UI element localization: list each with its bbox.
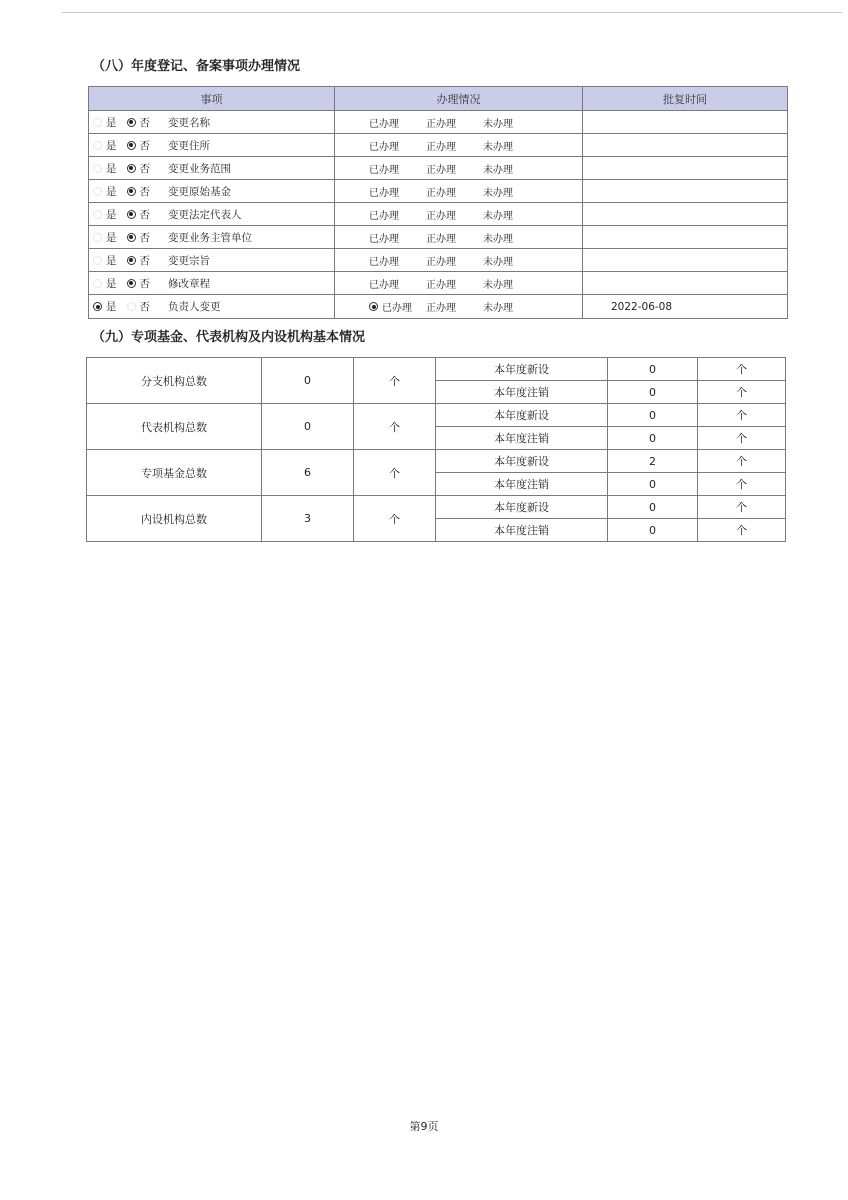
org-label: 分支机构总数 xyxy=(87,358,262,404)
yes-radio[interactable] xyxy=(93,302,102,311)
yes-radio[interactable] xyxy=(93,210,102,219)
item-cell xyxy=(89,111,335,134)
header-status: 办理情况 xyxy=(335,87,583,111)
status-label: 未办理 xyxy=(483,279,513,291)
cancel-count: 0 xyxy=(608,381,698,404)
item-name: 变更法定代表人 xyxy=(168,208,242,221)
status-cell xyxy=(335,226,583,249)
item-name: 变更业务主管单位 xyxy=(168,231,252,244)
approval-date xyxy=(583,226,788,249)
new-count: 0 xyxy=(608,404,698,427)
section-8-title: （八）年度登记、备案事项办理情况 xyxy=(92,59,301,74)
status-label: 已办理 xyxy=(369,279,399,291)
status-label: 未办理 xyxy=(483,187,513,199)
status-cell xyxy=(335,203,583,226)
status-label: 正办理 xyxy=(426,118,456,130)
status-label: 已办理 xyxy=(369,164,399,176)
no-radio[interactable] xyxy=(127,279,136,288)
table-row xyxy=(89,134,788,157)
status-label: 正办理 xyxy=(426,233,456,245)
table-row xyxy=(89,226,788,249)
approval-date: 2022-06-08 xyxy=(583,295,788,319)
yes-label: 是 xyxy=(106,301,117,313)
no-label: 否 xyxy=(139,139,150,152)
top-rule xyxy=(62,12,842,13)
new-count: 2 xyxy=(608,450,698,473)
status-cell xyxy=(335,111,583,134)
no-radio[interactable] xyxy=(127,256,136,265)
status-label: 未办理 xyxy=(483,210,513,222)
item-cell xyxy=(89,203,335,226)
no-label: 否 xyxy=(139,231,150,244)
status-label: 未办理 xyxy=(483,164,513,176)
yes-label: 是 xyxy=(106,162,117,175)
yes-radio[interactable] xyxy=(93,164,102,173)
status-label: 未办理 xyxy=(483,141,513,153)
approval-date xyxy=(583,157,788,180)
cancel-count: 0 xyxy=(608,519,698,542)
status-radio[interactable] xyxy=(369,302,378,311)
no-label: 否 xyxy=(139,277,150,290)
registration-table xyxy=(88,86,788,319)
yes-label: 是 xyxy=(106,208,117,221)
item-name: 负责人变更 xyxy=(168,301,221,313)
no-radio[interactable] xyxy=(127,164,136,173)
item-cell xyxy=(89,295,335,319)
org-label: 内设机构总数 xyxy=(87,496,262,542)
table-row xyxy=(89,157,788,180)
status-label: 已办理 xyxy=(369,256,399,268)
cancel-label: 本年度注销 xyxy=(436,427,608,450)
status-label: 已办理 xyxy=(369,118,399,130)
approval-date xyxy=(583,203,788,226)
item-name: 修改章程 xyxy=(168,277,210,290)
org-total: 3 xyxy=(262,496,354,542)
yes-label: 是 xyxy=(106,185,117,198)
status-label: 正办理 xyxy=(426,141,456,153)
status-label: 正办理 xyxy=(426,279,456,291)
no-label: 否 xyxy=(139,185,150,198)
cancel-label: 本年度注销 xyxy=(436,519,608,542)
status-label: 已办理 xyxy=(369,187,399,199)
table-row xyxy=(89,111,788,134)
status-label: 正办理 xyxy=(426,303,456,314)
status-label: 已办理 xyxy=(382,303,412,314)
table-row xyxy=(89,203,788,226)
status-label: 未办理 xyxy=(483,233,513,245)
no-radio[interactable] xyxy=(127,233,136,242)
unit-label: 个 xyxy=(698,358,786,381)
org-label: 代表机构总数 xyxy=(87,404,262,450)
status-label: 未办理 xyxy=(483,303,513,314)
yes-label: 是 xyxy=(106,231,117,244)
no-radio[interactable] xyxy=(127,210,136,219)
approval-date xyxy=(583,180,788,203)
table-row xyxy=(87,496,786,519)
yes-radio[interactable] xyxy=(93,187,102,196)
status-label: 正办理 xyxy=(426,164,456,176)
status-label: 未办理 xyxy=(483,118,513,130)
no-radio[interactable] xyxy=(127,302,136,311)
status-label: 已办理 xyxy=(369,233,399,245)
page-number: 第9页 xyxy=(409,1120,439,1133)
yes-label: 是 xyxy=(106,139,117,152)
unit-label: 个 xyxy=(698,404,786,427)
approval-date xyxy=(583,134,788,157)
no-label: 否 xyxy=(139,116,150,129)
item-cell xyxy=(89,226,335,249)
no-radio[interactable] xyxy=(127,118,136,127)
yes-radio[interactable] xyxy=(93,279,102,288)
item-name: 变更宗旨 xyxy=(168,254,210,267)
table-row xyxy=(87,450,786,473)
status-cell xyxy=(335,249,583,272)
item-cell xyxy=(89,157,335,180)
unit-label: 个 xyxy=(698,381,786,404)
section-9-title: （九）专项基金、代表机构及内设机构基本情况 xyxy=(92,330,366,345)
new-label: 本年度新设 xyxy=(436,358,608,381)
item-name: 变更原始基金 xyxy=(168,185,231,198)
status-label: 未办理 xyxy=(483,256,513,268)
status-label: 已办理 xyxy=(369,210,399,222)
yes-label: 是 xyxy=(106,277,117,290)
status-cell xyxy=(335,295,583,319)
approval-date xyxy=(583,111,788,134)
status-cell xyxy=(335,157,583,180)
status-label: 正办理 xyxy=(426,256,456,268)
yes-radio[interactable] xyxy=(93,118,102,127)
yes-label: 是 xyxy=(106,254,117,267)
no-radio[interactable] xyxy=(127,187,136,196)
cancel-label: 本年度注销 xyxy=(436,473,608,496)
cancel-count: 0 xyxy=(608,473,698,496)
organization-table xyxy=(86,357,786,542)
yes-label: 是 xyxy=(106,116,117,129)
table-row xyxy=(89,249,788,272)
yes-radio[interactable] xyxy=(93,233,102,242)
no-label: 否 xyxy=(139,208,150,221)
status-cell xyxy=(335,272,583,295)
table-row xyxy=(87,358,786,381)
new-count: 0 xyxy=(608,358,698,381)
item-cell xyxy=(89,180,335,203)
org-total: 0 xyxy=(262,404,354,450)
no-radio[interactable] xyxy=(127,141,136,150)
new-label: 本年度新设 xyxy=(436,404,608,427)
unit-label: 个 xyxy=(698,473,786,496)
status-cell xyxy=(335,134,583,157)
table-row xyxy=(89,295,788,319)
new-count: 0 xyxy=(608,496,698,519)
unit-label: 个 xyxy=(354,404,436,450)
unit-label: 个 xyxy=(354,358,436,404)
new-label: 本年度新设 xyxy=(436,450,608,473)
unit-label: 个 xyxy=(698,427,786,450)
yes-radio[interactable] xyxy=(93,141,102,150)
cancel-count: 0 xyxy=(608,427,698,450)
no-label: 否 xyxy=(139,162,150,175)
item-cell xyxy=(89,249,335,272)
table-row xyxy=(89,180,788,203)
yes-radio[interactable] xyxy=(93,256,102,265)
no-label: 否 xyxy=(139,301,150,313)
org-total: 6 xyxy=(262,450,354,496)
table-row xyxy=(89,272,788,295)
unit-label: 个 xyxy=(354,450,436,496)
org-label: 专项基金总数 xyxy=(87,450,262,496)
table-row xyxy=(87,404,786,427)
status-label: 正办理 xyxy=(426,210,456,222)
unit-label: 个 xyxy=(354,496,436,542)
header-item: 事项 xyxy=(89,87,335,111)
no-label: 否 xyxy=(139,254,150,267)
unit-label: 个 xyxy=(698,450,786,473)
status-label: 已办理 xyxy=(369,141,399,153)
cancel-label: 本年度注销 xyxy=(436,381,608,404)
status-cell xyxy=(335,180,583,203)
header-approval: 批复时间 xyxy=(583,87,788,111)
item-name: 变更名称 xyxy=(168,116,210,129)
approval-date xyxy=(583,249,788,272)
status-label: 正办理 xyxy=(426,187,456,199)
approval-date xyxy=(583,272,788,295)
unit-label: 个 xyxy=(698,496,786,519)
new-label: 本年度新设 xyxy=(436,496,608,519)
unit-label: 个 xyxy=(698,519,786,542)
org-total: 0 xyxy=(262,358,354,404)
item-name: 变更业务范围 xyxy=(168,162,231,175)
item-name: 变更住所 xyxy=(168,139,210,152)
item-cell xyxy=(89,134,335,157)
item-cell xyxy=(89,272,335,295)
